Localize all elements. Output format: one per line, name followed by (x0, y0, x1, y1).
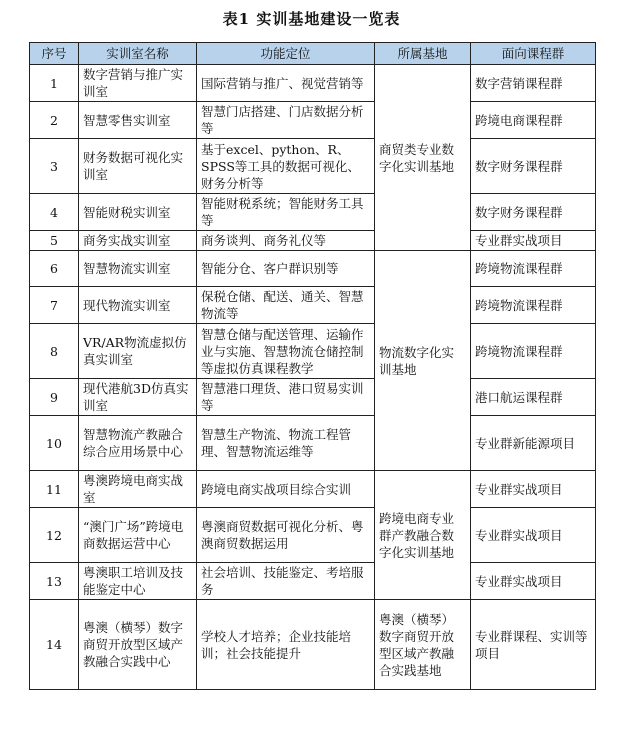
table-row (30, 379, 596, 416)
room-function: 智慧生产物流、物流工程管理、智慧物流运维等 (197, 416, 375, 471)
course-group: 跨境物流课程群 (471, 324, 596, 379)
course-group: 数字财务课程群 (471, 194, 596, 231)
room-function: 智慧港口理货、港口贸易实训等 (197, 379, 375, 416)
room-name: 智能财税实训室 (79, 194, 197, 231)
table-row (30, 508, 596, 563)
base-name: 跨境电商专业群产教融合数字化实训基地 (375, 471, 471, 600)
header-row (30, 43, 596, 65)
row-number: 1 (30, 65, 79, 102)
room-name: 财务数据可视化实训室 (79, 139, 197, 194)
row-number: 7 (30, 287, 79, 324)
base-name: 粤澳（横琴）数字商贸开放型区域产教融合实践基地 (375, 600, 471, 690)
base-name: 物流数字化实训基地 (375, 251, 471, 471)
table-row (30, 139, 596, 194)
header-function: 功能定位 (197, 43, 375, 65)
room-name: 现代物流实训室 (79, 287, 197, 324)
course-group: 港口航运课程群 (471, 379, 596, 416)
header-no: 序号 (30, 43, 79, 65)
room-function: 跨境电商实战项目综合实训 (197, 471, 375, 508)
header-course-group: 面向课程群 (471, 43, 596, 65)
table-row (30, 231, 596, 251)
course-group: 专业群实战项目 (471, 508, 596, 563)
table-row (30, 194, 596, 231)
course-group: 跨境物流课程群 (471, 251, 596, 287)
room-name: 商务实战实训室 (79, 231, 197, 251)
table-row (30, 563, 596, 600)
table-row (30, 600, 596, 690)
room-function: 智能分仓、客户群识别等 (197, 251, 375, 287)
course-group: 跨境电商课程群 (471, 102, 596, 139)
room-function: 基于excel、python、R、SPSS等工具的数据可视化、财务分析等 (197, 139, 375, 194)
room-function: 智慧门店搭建、门店数据分析等 (197, 102, 375, 139)
base-name: 商贸类专业数字化实训基地 (375, 65, 471, 251)
course-group: 专业群实战项目 (471, 471, 596, 508)
course-group: 数字营销课程群 (471, 65, 596, 102)
table-row (30, 251, 596, 287)
course-group: 专业群课程、实训等项目 (471, 600, 596, 690)
room-function: 保税仓储、配送、通关、智慧物流等 (197, 287, 375, 324)
row-number: 8 (30, 324, 79, 379)
row-number: 12 (30, 508, 79, 563)
table-row (30, 471, 596, 508)
row-number: 2 (30, 102, 79, 139)
room-name: 智慧物流产教融合综合应用场景中心 (79, 416, 197, 471)
room-function: 社会培训、技能鉴定、考培服务 (197, 563, 375, 600)
course-group: 数字财务课程群 (471, 139, 596, 194)
row-number: 11 (30, 471, 79, 508)
room-function: 粤澳商贸数据可视化分析、粤澳商贸数据运用 (197, 508, 375, 563)
row-number: 5 (30, 231, 79, 251)
room-name: 智慧零售实训室 (79, 102, 197, 139)
row-number: 3 (30, 139, 79, 194)
header-room-name: 实训室名称 (79, 43, 197, 65)
course-group: 专业群新能源项目 (471, 416, 596, 471)
row-number: 10 (30, 416, 79, 471)
room-name: 粤澳（横琴）数字商贸开放型区域产教融合实践中心 (79, 600, 197, 690)
row-number: 9 (30, 379, 79, 416)
row-number: 6 (30, 251, 79, 287)
course-group: 跨境物流课程群 (471, 287, 596, 324)
course-group: 专业群实战项目 (471, 231, 596, 251)
room-function: 学校人才培养；企业技能培训；社会技能提升 (197, 600, 375, 690)
room-function: 智能财税系统；智能财务工具等 (197, 194, 375, 231)
room-name: 粤澳职工培训及技能鉴定中心 (79, 563, 197, 600)
row-number: 4 (30, 194, 79, 231)
room-name: 粤澳跨境电商实战室 (79, 471, 197, 508)
room-function: 国际营销与推广、视觉营销等 (197, 65, 375, 102)
header-base: 所属基地 (375, 43, 471, 65)
table-row (30, 287, 596, 324)
training-base-table (29, 42, 596, 690)
row-number: 13 (30, 563, 79, 600)
room-name: 智慧物流实训室 (79, 251, 197, 287)
table-row (30, 65, 596, 102)
room-function: 商务谈判、商务礼仪等 (197, 231, 375, 251)
table-row (30, 324, 596, 379)
room-name: 现代港航3D仿真实训室 (79, 379, 197, 416)
table-title: 表1 实训基地建设一览表 (222, 10, 401, 28)
row-number: 14 (30, 600, 79, 690)
room-name: VR/AR物流虚拟仿真实训室 (79, 324, 197, 379)
room-name: “澳门广场”跨境电商数据运营中心 (79, 508, 197, 563)
table-row (30, 416, 596, 471)
table-row (30, 102, 596, 139)
room-function: 智慧仓储与配送管理、运输作业与实施、智慧物流仓储控制等虚拟仿真课程教学 (197, 324, 375, 379)
course-group: 专业群实战项目 (471, 563, 596, 600)
room-name: 数字营销与推广实训室 (79, 65, 197, 102)
